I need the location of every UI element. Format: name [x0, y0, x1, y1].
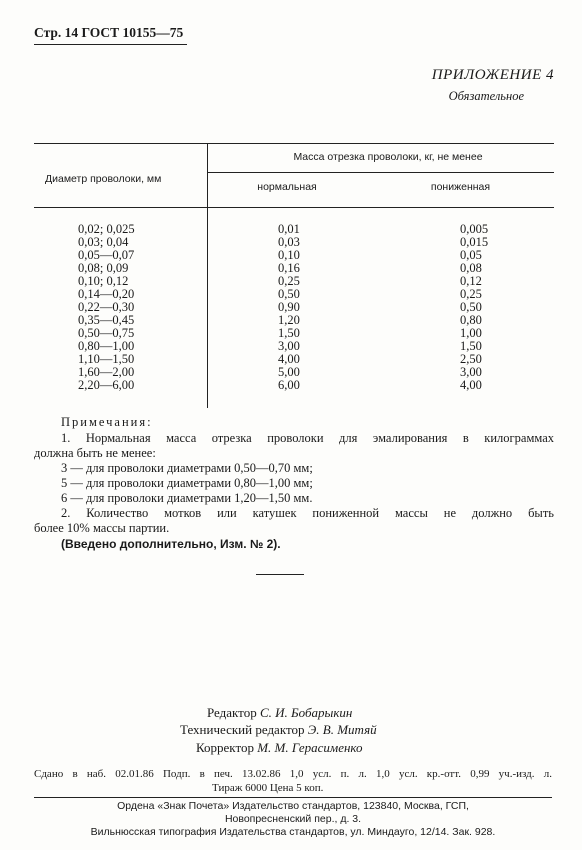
note-item-3: 3 — для проволоки диаметрами 0,50—0,70 мм;	[61, 461, 313, 475]
imprint-line-2: Тираж 6000 Цена 5 коп.	[212, 782, 324, 794]
table-top-rule	[34, 143, 554, 144]
table-cell: 0,35—0,45	[78, 313, 135, 327]
table-cell: 0,80	[460, 313, 482, 327]
table-cell: 0,10	[278, 248, 300, 262]
table-cell: 1,60—2,00	[78, 365, 135, 379]
table-cell: 1,50	[460, 339, 482, 353]
credit-corrector	[196, 740, 363, 756]
header-rule	[34, 44, 187, 45]
table-cell: 0,015	[460, 235, 489, 249]
imprint-line-1: Сдано в наб. 02.01.86 Подп. в печ. 13.02.86 1,0 усл. п. л. 1,0 усл. кр.-отт. 0,99 уч.-изд. л.	[34, 768, 552, 780]
table-cell: 3,00	[460, 365, 482, 379]
credit-corr-label: Корректор	[196, 740, 254, 755]
table-cell: 0,08; 0,09	[78, 261, 129, 275]
table-cell: 0,03; 0,04	[78, 235, 129, 249]
table-cell: 0,50—0,75	[78, 326, 135, 340]
note-item-5: 5 — для проволоки диаметрами 0,80—1,00 мм;	[61, 476, 313, 490]
credit-tech-label: Технический редактор	[180, 722, 305, 737]
header-normal: нормальная	[257, 181, 317, 193]
table-cell: 0,90	[278, 300, 300, 314]
amendment-note: (Введено дополнительно, Изм. № 2).	[61, 537, 281, 551]
table-cell: 0,02; 0,025	[78, 222, 135, 236]
header-reduced: пониженная	[430, 181, 491, 193]
note-1-line-2: должна быть не менее:	[34, 446, 156, 460]
table-cell: 1,50	[278, 326, 300, 340]
column-diameter	[78, 223, 135, 392]
table-header-rule	[34, 207, 554, 208]
table-cell: 0,05	[460, 248, 482, 262]
table-cell: 3,00	[278, 339, 300, 353]
table-cell: 0,05—0,07	[78, 248, 135, 262]
table-cell: 0,25	[460, 287, 482, 301]
table-cell: 1,00	[460, 326, 482, 340]
appendix-subtitle: Обязательное	[448, 89, 524, 103]
appendix-title: ПРИЛОЖЕНИЕ 4	[431, 67, 554, 83]
printer-line: Вильнюсская типография Издательства стандартов, ул. Миндауго, 12/14. Зак. 928.	[90, 826, 496, 838]
table-cell: 0,01	[278, 222, 300, 236]
table-cell: 1,20	[278, 313, 300, 327]
note-2-line-1: 2. Количество мотков или катушек пониженной массы не должно быть	[61, 506, 554, 520]
header-diameter: Диаметр проволоки, мм	[45, 173, 162, 185]
table-cell: 0,22—0,30	[78, 300, 135, 314]
credit-editor	[207, 705, 352, 721]
table-cell: 0,80—1,00	[78, 339, 135, 353]
table-cell: 2,20—6,00	[78, 378, 135, 392]
table-cell: 0,16	[278, 261, 300, 275]
table-cell: 2,50	[460, 352, 482, 366]
credit-tech-name: Э. В. Митяй	[307, 722, 377, 737]
column-reduced	[460, 223, 488, 392]
table-cell: 0,08	[460, 261, 482, 275]
table-subheader-rule	[207, 172, 554, 173]
table-cell: 0,50	[460, 300, 482, 314]
table-cell: 0,005	[460, 222, 489, 236]
table-cell: 0,10; 0,12	[78, 274, 129, 288]
table-cell: 0,14—0,20	[78, 287, 135, 301]
table-cell: 4,00	[460, 378, 482, 392]
page-header	[34, 25, 183, 41]
notes-title: Примечания:	[61, 415, 153, 429]
separator-rule	[256, 574, 304, 575]
note-2-line-2: более 10% массы партии.	[34, 521, 170, 535]
credit-tech-editor	[180, 722, 377, 738]
table-cell: 0,25	[278, 274, 300, 288]
credit-editor-name: С. И. Бобарыкин	[259, 705, 353, 720]
note-item-6: 6 — для проволоки диаметрами 1,20—1,50 мм.	[61, 491, 313, 505]
note-1-line-1: 1. Нормальная масса отрезка проволоки для эмалирования в килограммах	[61, 431, 554, 445]
table-cell: 0,12	[460, 274, 482, 288]
column-normal	[278, 223, 300, 392]
credit-editor-label: Редактор	[207, 705, 257, 720]
table-cell: 1,10—1,50	[78, 352, 135, 366]
table-cell: 0,50	[278, 287, 300, 301]
table-cell: 5,00	[278, 365, 300, 379]
header-mass: Масса отрезка проволоки, кг, не менее	[293, 151, 483, 163]
table-cell: 4,00	[278, 352, 300, 366]
publisher-line-1: Ордена «Знак Почета» Издательство стандартов, 123840, Москва, ГСП,	[117, 800, 469, 812]
publisher-line-2: Новопресненский пер., д. 3.	[224, 813, 362, 825]
table-cell: 6,00	[278, 378, 300, 392]
imprint-rule	[34, 797, 552, 798]
page-header-text: Стр. 14 ГОСТ 10155—75	[34, 25, 184, 40]
table-cell: 0,03	[278, 235, 300, 249]
credit-corr-name: М. М. Герасименко	[257, 740, 363, 755]
